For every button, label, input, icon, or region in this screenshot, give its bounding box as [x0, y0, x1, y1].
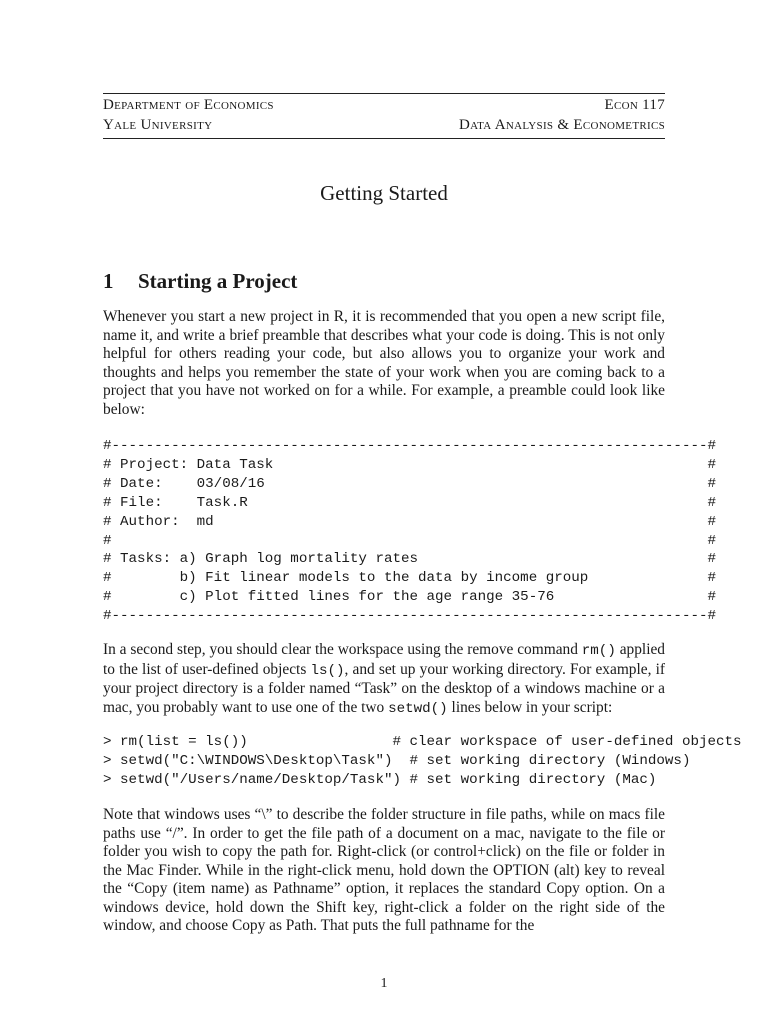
- code-line: # Author: md #: [103, 513, 716, 530]
- code-line: # Project: Data Task #: [103, 456, 716, 473]
- code-line: # Date: 03/08/16 #: [103, 475, 716, 492]
- inline-code-rm: rm(): [581, 643, 616, 659]
- department-name: Department of Economics: [103, 97, 274, 113]
- section-title: Starting a Project: [138, 269, 298, 293]
- section-heading: [103, 267, 297, 295]
- code-line: # c) Plot fitted lines for the age range 35-76 #: [103, 589, 716, 606]
- section-number: 1: [103, 269, 114, 293]
- inline-code-ls: ls(): [310, 662, 345, 679]
- header-bottom-rule: [103, 138, 665, 139]
- commands-code-block: [103, 733, 742, 790]
- course-title: Data Analysis & Econometrics: [458, 117, 665, 133]
- preamble-code-block: [103, 437, 716, 626]
- header-top-rule: [103, 93, 665, 94]
- intro-paragraph: Whenever you start a new project in R, it is recommended that you open a new script file, name it, and write a brief preamble that describes what your code is doing. This is not only helpful for others reading your code, but also allows you to organize your work and thoughts and helps you remember the state of your work when you are coming back to a project that you have not worked on for a while. For example, a preamble could look like below:: [103, 308, 665, 418]
- inline-code-setwd: setwd(): [388, 700, 448, 717]
- course-number: Econ 117: [604, 97, 665, 113]
- workspace-paragraph: In a second step, you should clear the workspace using the remove command rm() applied to the list of user-defined objects ls(), and set up your working directory. For example, if your project directory is a folder named “Task” on the desktop of a windows machine or a mac, you probably want to use one of the two setwd() lines below in your script:: [103, 641, 665, 717]
- university-name: Yale University: [103, 117, 213, 133]
- code-line: # File: Task.R #: [103, 494, 716, 511]
- code-line: # #: [103, 532, 716, 549]
- code-line: # b) Fit linear models to the data by income group #: [103, 570, 716, 587]
- code-line: #----------------------------------------------------------------------#: [103, 438, 716, 454]
- filepath-paragraph: Note that windows uses “\” to describe the folder structure in file paths, while on macs file paths use “/”. In order to get the file path of a document on a mac, navigate to the file or folder you wish to copy the path for. Right-click (or control+click) on the file or folder in the Mac Finder. While in the right-click menu, hold down the OPTION (alt) key to reveal the “Copy (item name) as Pathname” option, it replaces the standard Copy option. On a windows device, hold down the Shift key, right-click a folder on the right side of the window, and choose Copy as Path. That puts the full pathname for the: [103, 806, 665, 934]
- command-line: > rm(list = ls()) # clear workspace of user-defined objects: [103, 734, 742, 750]
- command-line: > setwd("C:\WINDOWS\Desktop\Task") # set working directory (Windows): [103, 752, 691, 769]
- page-number: 1: [380, 976, 388, 991]
- code-line: # Tasks: a) Graph log mortality rates #: [103, 551, 716, 568]
- code-line: #----------------------------------------------------------------------#: [103, 608, 716, 625]
- command-line: > setwd("/Users/name/Desktop/Task") # set working directory (Mac): [103, 771, 657, 788]
- document-title: Getting Started: [320, 181, 448, 205]
